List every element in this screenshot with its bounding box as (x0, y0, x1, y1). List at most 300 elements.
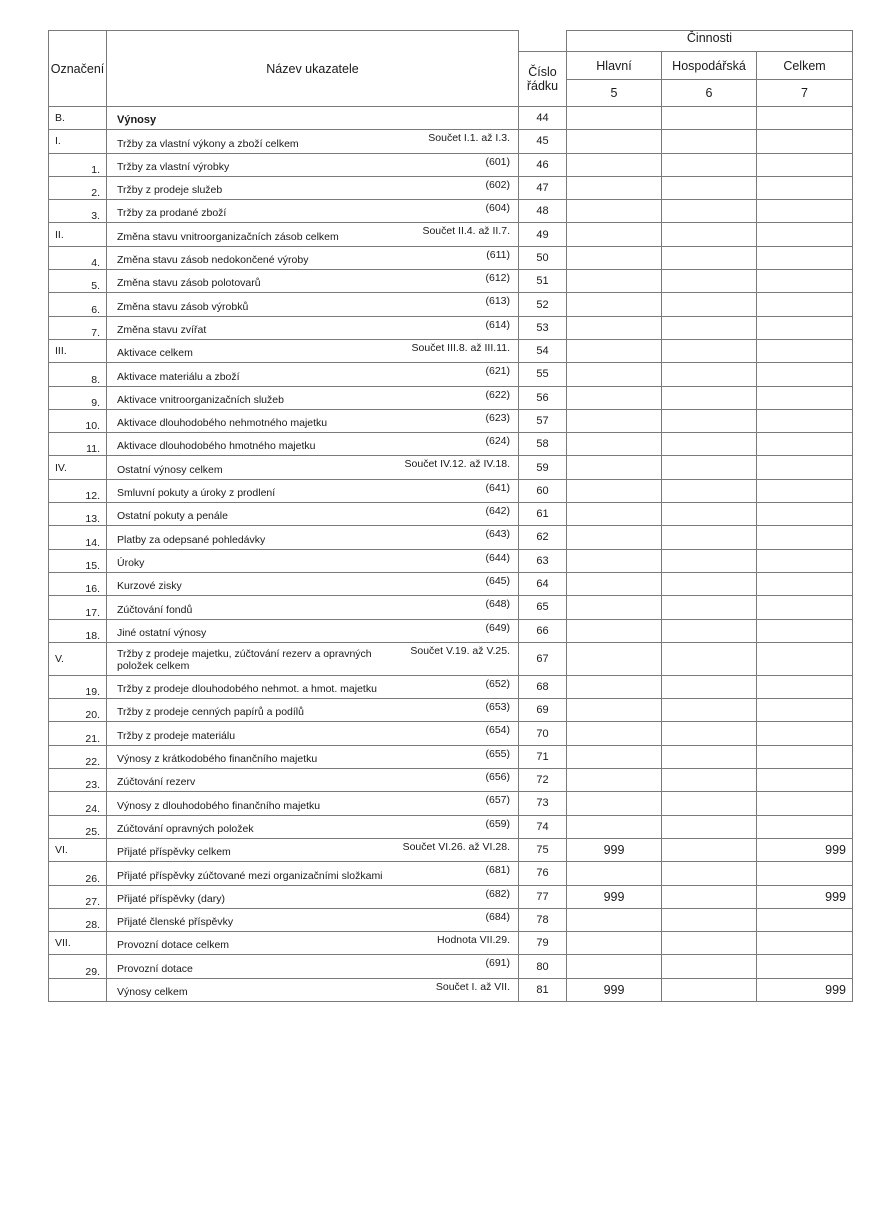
table-row (49, 792, 853, 815)
row-hlavni-value (567, 433, 662, 456)
row-nazev-cell (107, 456, 519, 479)
table-row (49, 176, 853, 199)
row-hlavni-value (567, 153, 662, 176)
row-oznaceni: 25. (49, 815, 107, 838)
row-hlavni-value (567, 293, 662, 316)
row-nazev: Provozní dotace celkem (117, 939, 230, 952)
row-nazev: Ostatní pokuty a penále (117, 510, 228, 523)
row-kod: (621) (485, 365, 510, 378)
row-oznaceni: I. (49, 130, 107, 153)
table-row (49, 153, 853, 176)
row-kod: Součet VI.26. až VI.28. (402, 840, 510, 853)
row-nazev: Aktivace vnitroorganizačních služeb (117, 393, 284, 406)
row-nazev-cell (107, 153, 519, 176)
row-kod: (623) (485, 411, 510, 424)
table-row (49, 619, 853, 642)
row-cislo-radku: 59 (519, 456, 567, 479)
row-celkem-value (757, 745, 853, 768)
row-cislo-radku: 57 (519, 409, 567, 432)
row-kod: Součet I.1. až I.3. (428, 132, 510, 145)
row-cislo-radku: 78 (519, 908, 567, 931)
table-row (49, 503, 853, 526)
row-nazev-cell (107, 745, 519, 768)
row-kod: (644) (485, 551, 510, 564)
table-row (49, 978, 853, 1001)
row-kod: Součet II.4. až II.7. (422, 225, 510, 238)
row-oznaceni: 28. (49, 908, 107, 931)
table-row (49, 107, 853, 130)
row-celkem-value (757, 270, 853, 293)
row-nazev-cell (107, 955, 519, 978)
row-nazev-cell (107, 503, 519, 526)
row-hlavni-value (567, 479, 662, 502)
row-hlavni-value (567, 769, 662, 792)
row-nazev-cell (107, 107, 519, 130)
row-oznaceni: 29. (49, 955, 107, 978)
row-oznaceni: 19. (49, 675, 107, 698)
row-hospodarska-value (662, 456, 757, 479)
table-row (49, 363, 853, 386)
row-celkem-value (757, 769, 853, 792)
row-hlavni-value (567, 200, 662, 223)
header-col-5: 5 (567, 80, 662, 107)
table-row (49, 200, 853, 223)
row-kod: (622) (485, 388, 510, 401)
row-nazev: Změna stavu zásob polotovarů (117, 277, 261, 290)
row-hospodarska-value (662, 955, 757, 978)
row-oznaceni: 22. (49, 745, 107, 768)
row-cislo-radku: 49 (519, 223, 567, 246)
row-nazev: Zúčtování rezerv (117, 776, 196, 789)
row-hlavni-value (567, 386, 662, 409)
row-hlavni-value (567, 792, 662, 815)
row-oznaceni: VII. (49, 932, 107, 955)
row-oznaceni: 11. (49, 433, 107, 456)
row-celkem-value (757, 955, 853, 978)
row-hlavni-value (567, 526, 662, 549)
header-col-7: 7 (757, 80, 853, 107)
row-cislo-radku: 76 (519, 862, 567, 885)
row-oznaceni: III. (49, 339, 107, 362)
row-nazev: Tržby z prodeje materiálu (117, 729, 236, 742)
row-hospodarska-value (662, 223, 757, 246)
row-oznaceni: 20. (49, 699, 107, 722)
table-row (49, 293, 853, 316)
table-body (49, 107, 853, 1002)
row-nazev-cell (107, 885, 519, 908)
row-oznaceni: 1. (49, 153, 107, 176)
row-nazev-cell (107, 792, 519, 815)
row-cislo-radku: 70 (519, 722, 567, 745)
row-kod: (611) (486, 248, 510, 261)
row-hlavni-value (567, 316, 662, 339)
row-oznaceni: 9. (49, 386, 107, 409)
row-nazev: Tržby za vlastní výrobky (117, 160, 230, 173)
row-hlavni-value (567, 176, 662, 199)
row-cislo-radku: 51 (519, 270, 567, 293)
row-nazev: Smluvní pokuty a úroky z prodlení (117, 487, 276, 500)
row-kod: (624) (485, 435, 510, 448)
row-hlavni-value (567, 815, 662, 838)
row-kod: (612) (485, 272, 510, 285)
row-nazev: Ostatní výnosy celkem (117, 463, 223, 476)
row-hospodarska-value (662, 675, 757, 698)
row-hlavni-value (567, 246, 662, 269)
row-oznaceni: 2. (49, 176, 107, 199)
row-nazev-cell (107, 316, 519, 339)
row-nazev: Tržby za prodané zboží (117, 207, 227, 220)
row-celkem-value (757, 176, 853, 199)
row-cislo-radku: 44 (519, 107, 567, 130)
row-oznaceni: 17. (49, 596, 107, 619)
row-cislo-radku: 65 (519, 596, 567, 619)
table-row (49, 596, 853, 619)
row-oznaceni: 3. (49, 200, 107, 223)
vynosy-table (48, 30, 853, 1002)
row-nazev: Přijaté členské příspěvky (117, 916, 234, 929)
row-hlavni-value (567, 130, 662, 153)
row-cislo-radku: 66 (519, 619, 567, 642)
row-nazev-cell (107, 642, 519, 675)
row-hospodarska-value (662, 479, 757, 502)
header-spacer (519, 31, 567, 52)
row-oznaceni: B. (49, 107, 107, 130)
row-celkem-value: 999 (757, 885, 853, 908)
row-cislo-radku: 60 (519, 479, 567, 502)
row-kod: (601) (485, 155, 510, 168)
row-hospodarska-value (662, 572, 757, 595)
row-hospodarska-value (662, 642, 757, 675)
row-kod: (653) (485, 701, 510, 714)
row-hospodarska-value (662, 107, 757, 130)
row-cislo-radku: 47 (519, 176, 567, 199)
row-hlavni-value (567, 955, 662, 978)
row-oznaceni: 16. (49, 572, 107, 595)
row-nazev: Tržby za vlastní výkony a zboží celkem (117, 137, 299, 150)
table-row (49, 246, 853, 269)
table-row (49, 722, 853, 745)
row-nazev: Změna stavu vnitroorganizačních zásob celkem (117, 230, 339, 243)
row-oznaceni: 12. (49, 479, 107, 502)
row-hospodarska-value (662, 246, 757, 269)
table-row (49, 885, 853, 908)
row-cislo-radku: 56 (519, 386, 567, 409)
row-oznaceni: V. (49, 642, 107, 675)
row-celkem-value: 999 (757, 978, 853, 1001)
row-kod: (684) (485, 910, 510, 923)
row-kod: Součet I. až VII. (435, 980, 510, 993)
row-cislo-radku: 53 (519, 316, 567, 339)
row-nazev: Tržby z prodeje dlouhodobého nehmot. a hmot. majetku (117, 683, 377, 696)
row-kod: (656) (485, 771, 510, 784)
row-hospodarska-value (662, 596, 757, 619)
row-hlavni-value (567, 572, 662, 595)
header-cislo-radku-line1: Číslo (528, 65, 557, 79)
row-celkem-value (757, 107, 853, 130)
row-nazev-cell (107, 838, 519, 861)
row-oznaceni: 4. (49, 246, 107, 269)
row-oznaceni: 24. (49, 792, 107, 815)
table-row (49, 815, 853, 838)
row-cislo-radku: 61 (519, 503, 567, 526)
row-celkem-value (757, 862, 853, 885)
row-celkem-value (757, 722, 853, 745)
row-nazev-cell (107, 699, 519, 722)
row-hlavni-value (567, 409, 662, 432)
row-nazev: Platby za odepsané pohledávky (117, 533, 266, 546)
row-hospodarska-value (662, 503, 757, 526)
row-hlavni-value: 999 (567, 885, 662, 908)
row-nazev-cell (107, 176, 519, 199)
row-hospodarska-value (662, 908, 757, 931)
table-row (49, 642, 853, 675)
row-celkem-value (757, 223, 853, 246)
row-kod: (659) (485, 817, 510, 830)
row-celkem-value (757, 246, 853, 269)
table-row (49, 409, 853, 432)
header-cislo-radku-line2: řádku (526, 79, 559, 93)
row-nazev-cell (107, 293, 519, 316)
row-oznaceni: 15. (49, 549, 107, 572)
row-hospodarska-value (662, 339, 757, 362)
row-hlavni-value: 999 (567, 978, 662, 1001)
row-nazev: Aktivace dlouhodobého nehmotného majetku (117, 417, 328, 430)
row-cislo-radku: 77 (519, 885, 567, 908)
row-nazev-cell (107, 526, 519, 549)
row-nazev: Změna stavu zásob nedokončené výroby (117, 254, 309, 267)
row-nazev: Tržby z prodeje cenných papírů a podílů (117, 706, 304, 719)
row-oznaceni: 7. (49, 316, 107, 339)
row-oznaceni: 13. (49, 503, 107, 526)
row-nazev-cell (107, 572, 519, 595)
row-celkem-value (757, 815, 853, 838)
row-hospodarska-value (662, 200, 757, 223)
table-row (49, 908, 853, 931)
table-row (49, 223, 853, 246)
row-kod: (614) (485, 318, 510, 331)
row-celkem-value (757, 549, 853, 572)
row-hospodarska-value (662, 745, 757, 768)
row-cislo-radku: 64 (519, 572, 567, 595)
row-celkem-value (757, 456, 853, 479)
header-hospodarska: Hospodářská (662, 52, 757, 80)
row-hospodarska-value (662, 363, 757, 386)
row-nazev: Výnosy z krátkodobého finančního majetku (117, 753, 318, 766)
row-hospodarska-value (662, 176, 757, 199)
row-cislo-radku: 69 (519, 699, 567, 722)
row-nazev-cell (107, 246, 519, 269)
row-cislo-radku: 63 (519, 549, 567, 572)
row-hlavni-value (567, 908, 662, 931)
header-cinnosti: Činnosti (567, 31, 853, 52)
row-oznaceni: 27. (49, 885, 107, 908)
row-kod: Součet III.8. až III.11. (411, 341, 510, 354)
row-hospodarska-value (662, 792, 757, 815)
row-hlavni-value (567, 223, 662, 246)
table-row (49, 699, 853, 722)
row-kod: (652) (485, 677, 510, 690)
row-hospodarska-value (662, 293, 757, 316)
row-nazev: Přijaté příspěvky zúčtované mezi organizačními složkami (117, 869, 383, 882)
row-hospodarska-value (662, 722, 757, 745)
row-hospodarska-value (662, 433, 757, 456)
table-row (49, 456, 853, 479)
row-hospodarska-value (662, 270, 757, 293)
row-cislo-radku: 52 (519, 293, 567, 316)
row-hlavni-value (567, 932, 662, 955)
row-oznaceni (49, 978, 107, 1001)
row-celkem-value (757, 908, 853, 931)
row-oznaceni: 8. (49, 363, 107, 386)
row-nazev: Výnosy celkem (117, 985, 188, 998)
row-hlavni-value (567, 642, 662, 675)
row-cislo-radku: 54 (519, 339, 567, 362)
header-celkem: Celkem (757, 52, 853, 80)
row-celkem-value (757, 409, 853, 432)
row-cislo-radku: 79 (519, 932, 567, 955)
row-kod: (682) (485, 887, 510, 900)
row-cislo-radku: 45 (519, 130, 567, 153)
row-hlavni-value (567, 270, 662, 293)
row-oznaceni: 10. (49, 409, 107, 432)
row-hospodarska-value (662, 838, 757, 861)
table-row (49, 675, 853, 698)
row-oznaceni: IV. (49, 456, 107, 479)
row-nazev-cell (107, 769, 519, 792)
row-nazev-cell (107, 619, 519, 642)
row-hlavni-value (567, 107, 662, 130)
row-cislo-radku: 75 (519, 838, 567, 861)
row-celkem-value (757, 386, 853, 409)
table-row (49, 745, 853, 768)
row-nazev-cell (107, 386, 519, 409)
row-celkem-value (757, 479, 853, 502)
table-row (49, 572, 853, 595)
row-celkem-value (757, 642, 853, 675)
row-hlavni-value (567, 596, 662, 619)
table-row (49, 433, 853, 456)
row-hlavni-value (567, 619, 662, 642)
table-row (49, 526, 853, 549)
row-kod: (657) (485, 794, 510, 807)
row-oznaceni: 14. (49, 526, 107, 549)
row-oznaceni: 23. (49, 769, 107, 792)
row-hospodarska-value (662, 815, 757, 838)
row-kod: (645) (485, 574, 510, 587)
row-celkem-value (757, 596, 853, 619)
row-nazev-cell (107, 722, 519, 745)
row-nazev: Aktivace celkem (117, 347, 193, 360)
row-cislo-radku: 81 (519, 978, 567, 1001)
row-celkem-value (757, 200, 853, 223)
table-row (49, 955, 853, 978)
row-hlavni-value: 999 (567, 838, 662, 861)
row-nazev-cell (107, 978, 519, 1001)
row-hlavni-value (567, 503, 662, 526)
table-row (49, 769, 853, 792)
row-cislo-radku: 48 (519, 200, 567, 223)
row-hospodarska-value (662, 619, 757, 642)
row-nazev: Přijaté příspěvky celkem (117, 846, 231, 859)
row-oznaceni: II. (49, 223, 107, 246)
row-celkem-value (757, 339, 853, 362)
row-celkem-value (757, 699, 853, 722)
header-hlavni: Hlavní (567, 52, 662, 80)
row-nazev-cell (107, 675, 519, 698)
row-kod: Součet V.19. až V.25. (410, 644, 510, 657)
row-cislo-radku: 80 (519, 955, 567, 978)
row-kod: (643) (485, 528, 510, 541)
table-row (49, 932, 853, 955)
row-nazev: Zúčtování fondů (117, 603, 193, 616)
row-kod: (641) (485, 481, 510, 494)
row-nazev-cell (107, 223, 519, 246)
table-row (49, 479, 853, 502)
row-nazev-cell (107, 862, 519, 885)
row-hlavni-value (567, 699, 662, 722)
row-nazev: Přijaté příspěvky (dary) (117, 892, 225, 905)
row-nazev-cell (107, 815, 519, 838)
header-cislo-radku (519, 52, 567, 107)
row-hospodarska-value (662, 153, 757, 176)
table-row (49, 386, 853, 409)
row-celkem-value (757, 572, 853, 595)
table-row (49, 270, 853, 293)
row-nazev: Tržby z prodeje služeb (117, 184, 223, 197)
row-hlavni-value (567, 456, 662, 479)
row-nazev-cell (107, 130, 519, 153)
row-oznaceni: 5. (49, 270, 107, 293)
row-nazev-cell (107, 549, 519, 572)
row-hlavni-value (567, 745, 662, 768)
row-nazev-cell (107, 409, 519, 432)
header-nazev-ukazatele: Název ukazatele (107, 31, 519, 107)
table-row (49, 130, 853, 153)
row-hlavni-value (567, 549, 662, 572)
row-kod: Hodnota VII.29. (437, 934, 510, 947)
row-nazev-cell (107, 339, 519, 362)
table-row (49, 838, 853, 861)
row-kod: (681) (485, 864, 510, 877)
row-hospodarska-value (662, 386, 757, 409)
row-cislo-radku: 50 (519, 246, 567, 269)
row-celkem-value (757, 503, 853, 526)
row-nazev-cell (107, 433, 519, 456)
row-kod: (649) (485, 621, 510, 634)
row-celkem-value (757, 526, 853, 549)
row-celkem-value: 999 (757, 838, 853, 861)
row-hlavni-value (567, 339, 662, 362)
row-cislo-radku: 68 (519, 675, 567, 698)
row-nazev: Výnosy (117, 114, 157, 127)
row-celkem-value (757, 619, 853, 642)
row-celkem-value (757, 433, 853, 456)
header-oznaceni: Označení (49, 31, 107, 107)
row-nazev: Aktivace materiálu a zboží (117, 370, 240, 383)
row-hospodarska-value (662, 769, 757, 792)
row-cislo-radku: 74 (519, 815, 567, 838)
row-celkem-value (757, 932, 853, 955)
row-nazev: Výnosy z dlouhodobého finančního majetku (117, 799, 321, 812)
row-celkem-value (757, 792, 853, 815)
row-nazev: Úroky (117, 556, 145, 569)
row-nazev-cell (107, 932, 519, 955)
row-hospodarska-value (662, 130, 757, 153)
row-hospodarska-value (662, 932, 757, 955)
row-celkem-value (757, 363, 853, 386)
table-row (49, 862, 853, 885)
row-nazev: Zúčtování opravných položek (117, 822, 254, 835)
